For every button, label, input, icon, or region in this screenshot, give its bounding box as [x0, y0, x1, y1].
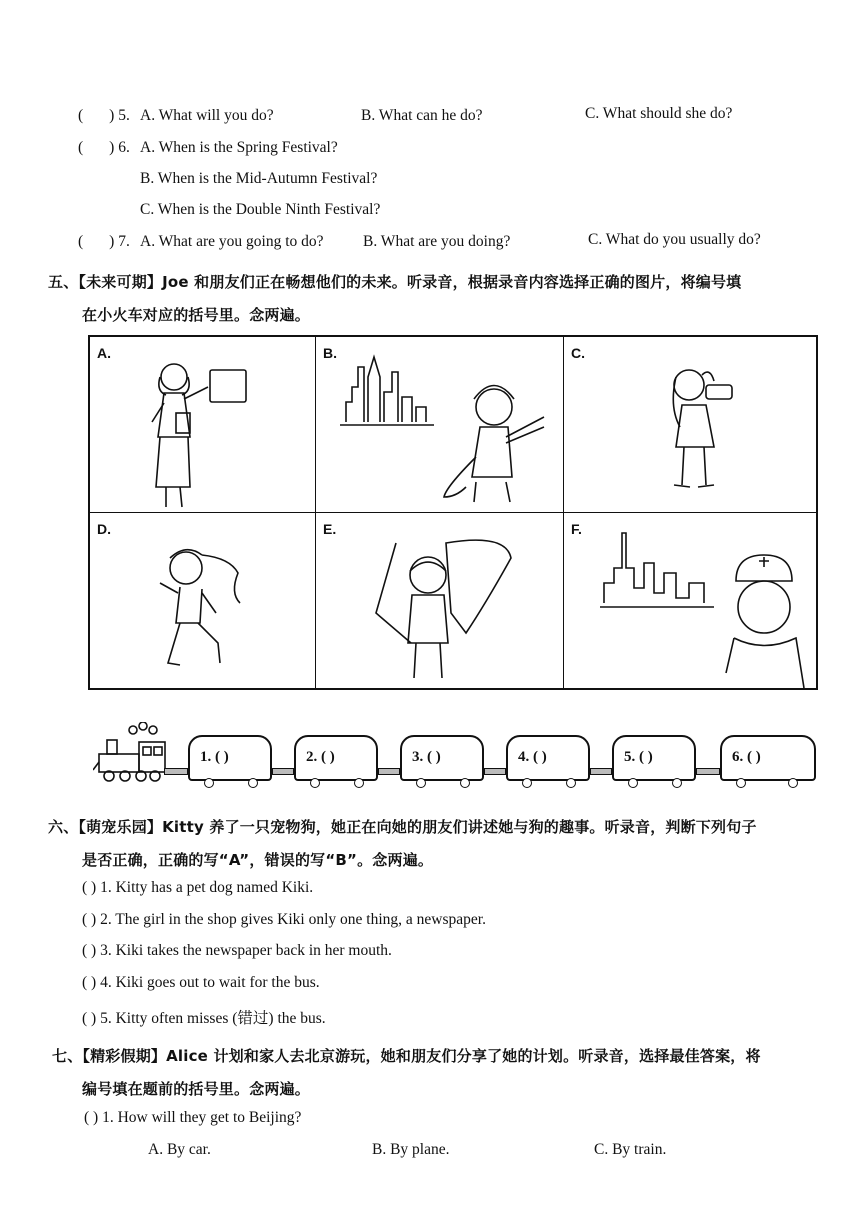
section6-item-1[interactable]: ( ) 1. Kitty has a pet dog named Kiki. [82, 879, 314, 896]
train-car-1[interactable] [188, 735, 272, 781]
doctor-city-icon [564, 513, 816, 688]
teacher-icon [90, 337, 314, 513]
section7-q1[interactable]: ( ) 1. How will they get to Beijing? [84, 1109, 302, 1126]
train-coupler [378, 768, 400, 775]
section7-q1-option-b: B. By plane. [372, 1141, 450, 1158]
q5-option-b: B. What can he do? [361, 107, 483, 124]
picture-cell-f [564, 513, 816, 689]
section6-item-2[interactable]: ( ) 2. The girl in the shop gives Kiki only one thing, a newspaper. [82, 911, 486, 928]
section6-title-line1: 六、【萌宠乐园】Kitty 养了一只宠物狗，她正在向她的朋友们讲述她与狗的趣事。听录音，判断下列句子 [48, 818, 757, 836]
q6-option-b: B. When is the Mid-Autumn Festival? [140, 170, 378, 187]
picture-cell-d [90, 513, 316, 689]
q7-paren[interactable]: ( ) 7. [78, 233, 130, 250]
train-car-label: 1. ( ) [200, 749, 229, 765]
train-coupler [484, 768, 506, 775]
section7-title-line1: 七、【精彩假期】Alice 计划和家人去北京游玩，她和朋友们分享了她的计划。听录音，选择最佳答案，将 [52, 1047, 761, 1065]
q6-paren[interactable]: ( ) 6. [78, 139, 130, 156]
q5-option-a: A. What will you do? [140, 107, 274, 124]
picture-label: D. [97, 520, 111, 537]
firefighter-city-icon [316, 337, 562, 513]
train-car-2[interactable] [294, 735, 378, 781]
section5-title-line1: 五、【未来可期】Joe 和朋友们正在畅想他们的未来。听录音，根据录音内容选择正确的图片，将编号填 [48, 273, 742, 291]
q7-option-a: A. What are you going to do? [140, 233, 324, 250]
section6-title-line2: 是否正确，正确的写“A”，错误的写“B”。念两遍。 [82, 851, 434, 869]
train-car-label: 5. ( ) [624, 749, 653, 765]
q5-option-c: C. What should she do? [585, 105, 733, 122]
q5-paren[interactable]: ( ) 5. [78, 107, 130, 124]
section5-title-line2: 在小火车对应的括号里。念两遍。 [82, 306, 311, 324]
train-car-label: 4. ( ) [518, 749, 547, 765]
section6-item-5[interactable]: ( ) 5. Kitty often misses (错过) the bus. [82, 1010, 326, 1027]
train-coupler [272, 768, 294, 775]
picture-label: A. [97, 345, 111, 361]
train-car-3[interactable] [400, 735, 484, 781]
picture-label: F. [571, 520, 582, 537]
photographer-icon [564, 337, 816, 513]
q6-option-c: C. When is the Double Ninth Festival? [140, 201, 381, 218]
picture-cell-a [90, 337, 316, 513]
picture-cell-b [316, 337, 564, 513]
picture-label: B. [323, 345, 337, 361]
picture-label: C. [571, 345, 585, 361]
picture-cell-e [316, 513, 564, 689]
train-car-5[interactable] [612, 735, 696, 781]
train-coupler [696, 768, 720, 775]
q7-option-c: C. What do you usually do? [588, 231, 761, 248]
section6-item-3[interactable]: ( ) 3. Kiki takes the newspaper back in her mouth. [82, 942, 392, 959]
picture-label: E. [323, 520, 337, 537]
train-car-4[interactable] [506, 735, 590, 781]
section7-q1-option-c: C. By train. [594, 1141, 667, 1158]
pilot-jet-icon [316, 513, 562, 688]
section7-title-line2: 编号填在题前的括号里。念两遍。 [82, 1080, 311, 1098]
runner-icon [90, 513, 314, 688]
train-car-label: 6. ( ) [732, 749, 761, 765]
q6-option-a: A. When is the Spring Festival? [140, 139, 338, 156]
section7-q1-option-a: A. By car. [148, 1141, 211, 1158]
train-coupler [164, 768, 188, 775]
train-coupler [590, 768, 612, 775]
train-car-label: 2. ( ) [306, 749, 335, 765]
picture-grid [88, 335, 818, 690]
q7-option-b: B. What are you doing? [363, 233, 511, 250]
picture-cell-c [564, 337, 816, 513]
train-car-label: 3. ( ) [412, 749, 441, 765]
section6-item-4[interactable]: ( ) 4. Kiki goes out to wait for the bus. [82, 974, 320, 991]
train-car-6[interactable] [720, 735, 816, 781]
